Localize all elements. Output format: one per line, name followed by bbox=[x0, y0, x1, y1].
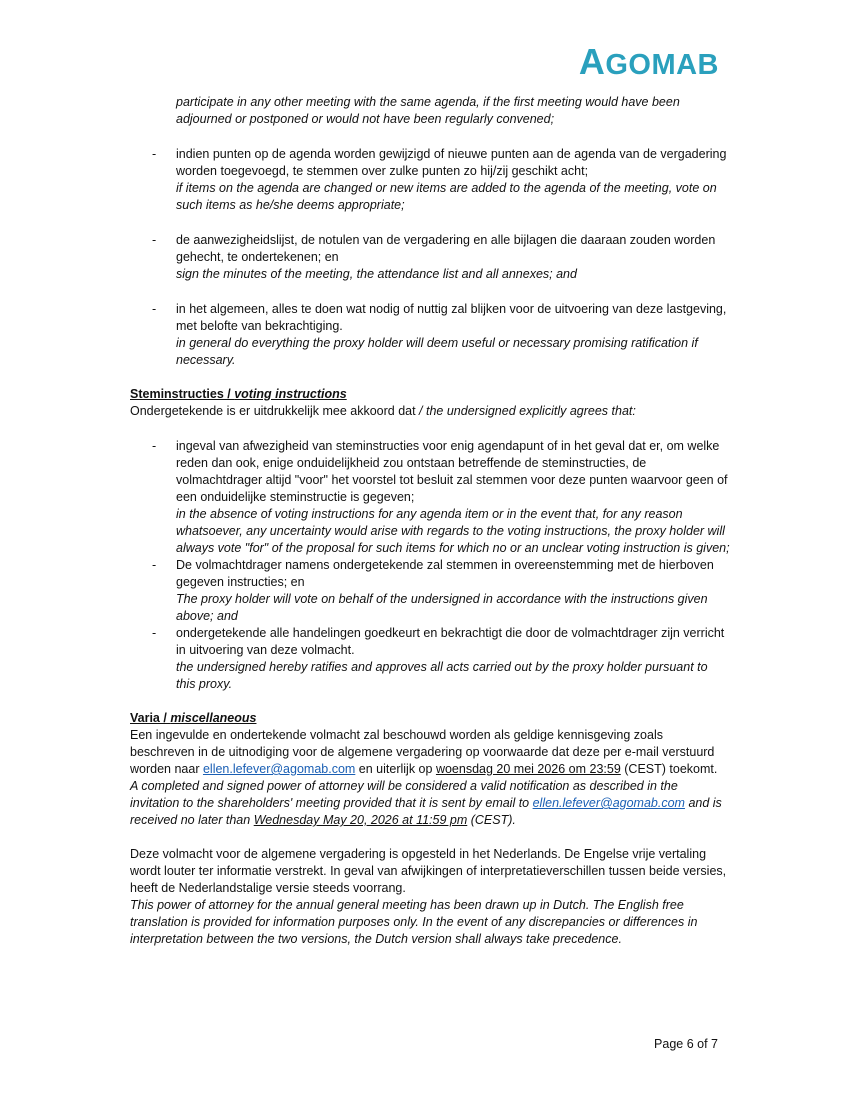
language-paragraph-nl: Deze volmacht voor de algemene vergadering is opgesteld in het Nederlands. De Engelse vrije vertaling wordt louter ter informatie verstrekt. In geval van afwijkingen of interpretatieverschillen tussen beide versies, heeft de Nederlandstalige versie steeds voorrang. bbox=[130, 847, 727, 895]
voting-heading: Steminstructies / voting instructions bbox=[130, 387, 347, 401]
intro-continuation: participate in any other meeting with the same agenda, if the first meeting would have been adjourned or postponed or would not have been regularly convened; bbox=[176, 95, 680, 126]
email-link[interactable]: ellen.lefever@agomab.com bbox=[532, 796, 685, 810]
page-number: Page 6 of 7 bbox=[654, 1037, 718, 1051]
voting-item: - ingeval van afwezigheid van steminstructies voor enig agendapunt of in het geval dat er, om welke reden dan ook, enige onduidelijkheid zou ontstaan betreffende de steminstructies, de volmachtdrager altijd "voor" het voorstel tot besluit zal stemmen voor deze punten waarvoor geen of een onduidelijke steminstructie is gegeven; in the absence of voting instructions for any agenda item or in the event that, for any reason whatsoever, any uncertainty would arise with regards to the voting instructions, the proxy holder will always vote "for" of the proposal for such items for which no or an unclear voting instruction is given; bbox=[152, 439, 730, 555]
varia-paragraph-nl: Een ingevulde en ondertekende volmacht zal beschouwd worden als geldige kennisgeving zoals beschreven in de uitnodiging voor de algemene vergadering op voorwaarde dat deze per e-mail verstuurd worden naar ellen.lefever@agomab.com en uiterlijk op woensdag 20 mei 2026 om 23:59 (CEST) toekomt. bbox=[130, 728, 718, 776]
voting-intro: Ondergetekende is er uitdrukkelijk mee akkoord dat / the undersigned explicitly agrees that: bbox=[130, 404, 636, 418]
voting-item: - ondergetekende alle handelingen goedkeurt en bekrachtigt die door de volmachtdrager zijn verricht in uitvoering van deze volmacht. the undersigned hereby ratifies and approves all acts carried out by the proxy holder pursuant to this proxy. bbox=[130, 625, 730, 693]
voting-item-en: in the absence of voting instructions for any agenda item or in the event that, for any reason whatsoever, any uncertainty would arise with regards to the voting instructions, the proxy holder will always vote "for" of the proposal for such items for which no or an unclear voting instruction is given; bbox=[176, 507, 730, 555]
power-item-nl: indien punten op de agenda worden gewijzigd of nieuwe punten aan de agenda van de vergadering worden toegevoegd, te stemmen over zulke punten zo hij/zij geschikt acht; bbox=[176, 147, 727, 178]
language-paragraph-en: This power of attorney for the annual general meeting has been drawn up in Dutch. The English free translation is provided for information purposes only. In the event of any discrepancies or differences in interpretation between the two versions, the Dutch version shall always take precedence. bbox=[130, 898, 698, 946]
voting-item-nl: De volmachtdrager namens ondergetekende zal stemmen in overeenstemming met de hierboven gegeven instructies; en bbox=[176, 558, 714, 589]
power-item-nl: de aanwezigheidslijst, de notulen van de vergadering en alle bijlagen die daaraan zouden worden gehecht, te ondertekenen; en bbox=[176, 233, 716, 264]
power-item: - in het algemeen, alles te doen wat nodig of nuttig zal blijken voor de uitvoering van deze lastgeving, met belofte van bekrachtiging. in general do everything the proxy holder will deem useful or necessary promising ratification if necessary. bbox=[130, 301, 730, 369]
power-item-nl: in het algemeen, alles te doen wat nodig of nuttig zal blijken voor de uitvoering van deze lastgeving, met belofte van bekrachtiging. bbox=[176, 302, 727, 333]
voting-item-en: The proxy holder will vote on behalf of the undersigned in accordance with the instructions given above; and bbox=[176, 592, 708, 623]
voting-item-nl: ondergetekende alle handelingen goedkeurt en bekrachtigt die door de volmachtdrager zijn verricht in uitvoering van deze volmacht. bbox=[176, 626, 725, 657]
power-item: - de aanwezigheidslijst, de notulen van de vergadering en alle bijlagen die daaraan zouden worden gehecht, te ondertekenen; en sign the minutes of the meeting, the attendance list and all annexes; and bbox=[130, 232, 730, 283]
voting-item-nl: ingeval van afwezigheid van steminstructies voor enig agendapunt of in het geval dat er, om welke reden dan ook, enige onduidelijkheid zou ontstaan betreffende de steminstructies, de volmachtdrager altijd "voor" het voorstel tot besluit zal stemmen voor deze punten waarvoor geen of een onduidelijke steminstructie is gegeven; bbox=[176, 439, 728, 504]
deadline-en: Wednesday May 20, 2026 at 11:59 pm bbox=[253, 813, 468, 827]
power-item-en: in general do everything the proxy holder will deem useful or necessary promising ratification if necessary. bbox=[176, 336, 698, 367]
email-link[interactable]: ellen.lefever@agomab.com bbox=[202, 762, 356, 776]
varia-paragraph-en: A completed and signed power of attorney will be considered a valid notification as described in the invitation to the shareholders' meeting provided that it is sent by email to ellen.lefever@agomab.com and is received no later than Wednesday May 20, 2026 at 11:59 pm (CEST). bbox=[130, 779, 722, 827]
document-body bbox=[130, 94, 730, 948]
voting-item-en: the undersigned hereby ratifies and approves all acts carried out by the proxy holder pursuant to this proxy. bbox=[176, 660, 708, 691]
power-item: - indien punten op de agenda worden gewijzigd of nieuwe punten aan de agenda van de vergadering worden toegevoegd, te stemmen over zulke punten zo hij/zij geschikt acht; if items on the agenda are changed or new items are added to the agenda of the meeting, vote on such items as he/she deems appropriate; bbox=[130, 146, 730, 214]
deadline-nl: woensdag 20 mei 2026 om 23:59 bbox=[435, 762, 621, 776]
varia-heading: Varia / miscellaneous bbox=[130, 711, 257, 725]
voting-item: - De volmachtdrager namens ondergetekende zal stemmen in overeenstemming met de hierboven gegeven instructies; en The proxy holder will vote on behalf of the undersigned in accordance with the instructions given above; and bbox=[130, 557, 730, 625]
power-item-en: sign the minutes of the meeting, the attendance list and all annexes; and bbox=[176, 267, 577, 281]
power-item-en: if items on the agenda are changed or new items are added to the agenda of the meeting, vote on such items as he/she deems appropriate; bbox=[176, 181, 717, 212]
agomab-logo: AGOMAB bbox=[578, 41, 719, 82]
